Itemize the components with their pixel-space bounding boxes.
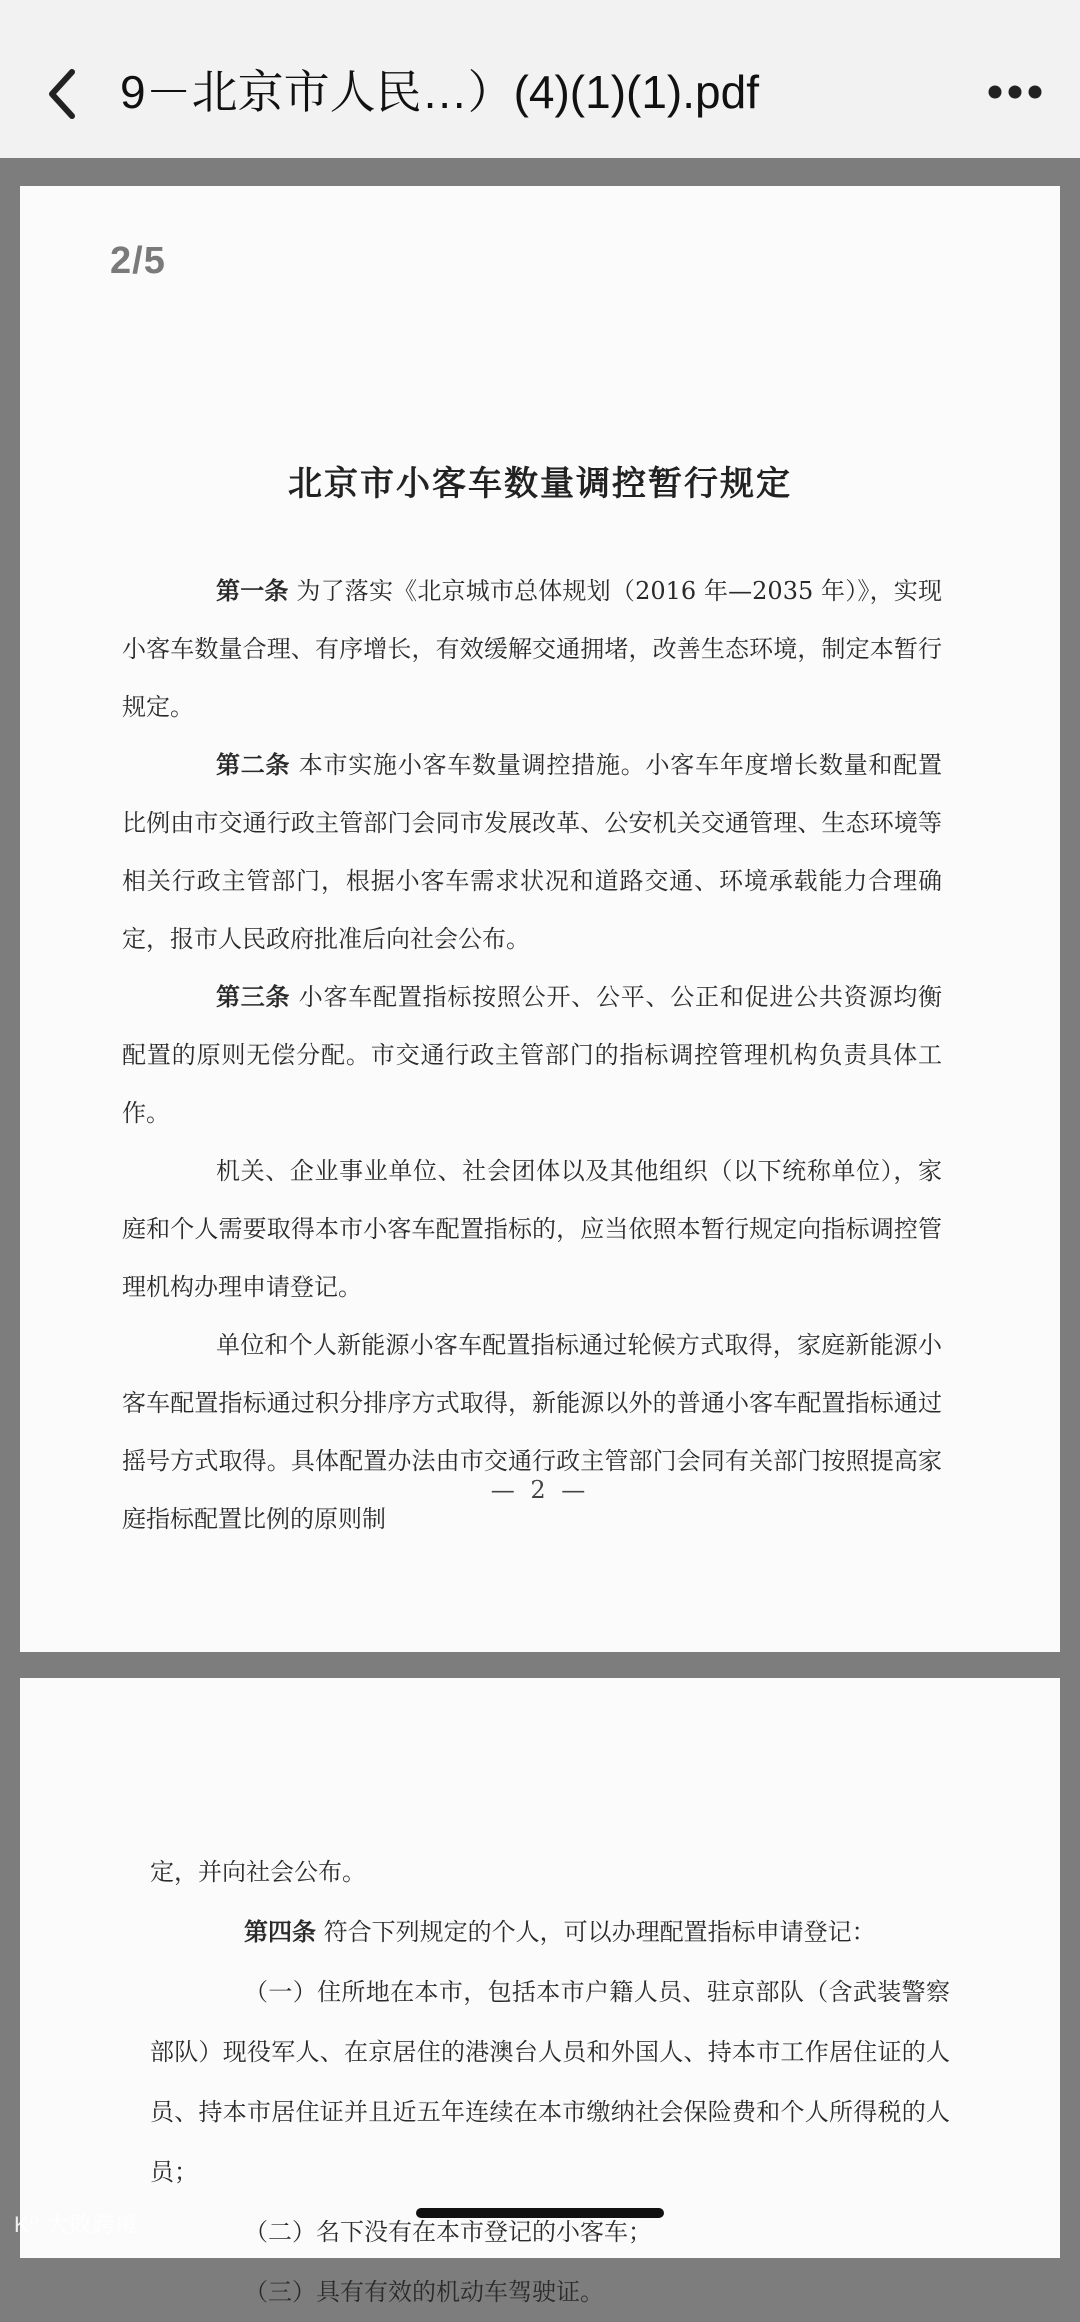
page-1-body — [122, 562, 942, 1548]
article-3-text: 小客车配置指标按照公开、公平、公正和促进公共资源均衡配置的原则无偿分配。市交通行政主管部门的指标调控管理机构负责具体工作。 — [122, 983, 943, 1127]
page-number: — 2 — — [490, 1476, 590, 1504]
article-1-label: 第一条 — [216, 576, 289, 605]
article-1 — [122, 562, 942, 736]
article-4-text: 符合下列规定的个人，可以办理配置指标申请登记： — [323, 1918, 876, 1946]
article-2-text: 本市实施小客车数量调控措施。小客车年度增长数量和配置比例由市交通行政主管部门会同市发展改革、公安机关交通管理、生态环境等相关行政主管部门，根据小客车需求状况和道路交通、环境承载能力合理确定，报市人民政府批准后向社会公布。 — [122, 751, 943, 953]
article-2 — [122, 736, 942, 968]
article-4-label: 第四条 — [244, 1917, 316, 1946]
more-button[interactable] — [980, 74, 1050, 110]
article-1-text: 为了落实《北京城市总体规划（2016 年—2035 年）》，实现小客车数量合理、有序增长，有效缓解交通拥堵，改善生态环境，制定本暂行规定。 — [122, 577, 942, 721]
home-indicator[interactable] — [416, 2208, 664, 2218]
article-4-item-3: （三）具有有效的机动车驾驶证。 — [244, 2278, 604, 2306]
page-counter: 2/5 — [110, 240, 166, 282]
document-title-bar: 9－北京市人民…）(4)(1)(1).pdf — [120, 66, 759, 118]
page-2-line-1: 定，并向社会公布。 — [150, 1858, 366, 1886]
article-2-label: 第二条 — [216, 750, 291, 779]
article-4-item-2: （二）名下没有在本市登记的小客车； — [244, 2218, 652, 2246]
more-horizontal-icon — [980, 74, 1050, 110]
watermark: K⁰ 大敗跨境 — [14, 2212, 139, 2237]
page-2-body — [150, 1842, 950, 2322]
page-gap — [0, 158, 1080, 186]
document-title: 北京市小客车数量调控暂行规定 — [288, 464, 792, 504]
article-4-item-1: （一）住所地在本市，包括本市户籍人员、驻京部队（含武装警察部队）现役军人、在京居住的港澳台人员和外国人、持本市工作居住证的人员、持本市居住证并且近五年连续在本市缴纳社会保险费和个人所得税的人员； — [150, 1978, 950, 2186]
chevron-left-icon — [38, 60, 86, 128]
article-3 — [122, 968, 942, 1142]
paragraph-5: 单位和个人新能源小客车配置指标通过轮候方式取得，家庭新能源小客车配置指标通过积分排序方式取得，新能源以外的普通小客车配置指标通过摇号方式取得。具体配置办法由市交通行政主管部门会同有关部门按照提高家庭指标配置比例的原则制 — [122, 1331, 942, 1533]
top-bar — [0, 0, 1080, 159]
paragraph-4: 机关、企业事业单位、社会团体以及其他组织（以下统称单位），家庭和个人需要取得本市小客车配置指标的，应当依照本暂行规定向指标调控管理机构办理申请登记。 — [122, 1157, 942, 1301]
article-4 — [150, 1902, 950, 1962]
article-3-label: 第三条 — [216, 982, 291, 1011]
back-button[interactable] — [38, 60, 86, 128]
